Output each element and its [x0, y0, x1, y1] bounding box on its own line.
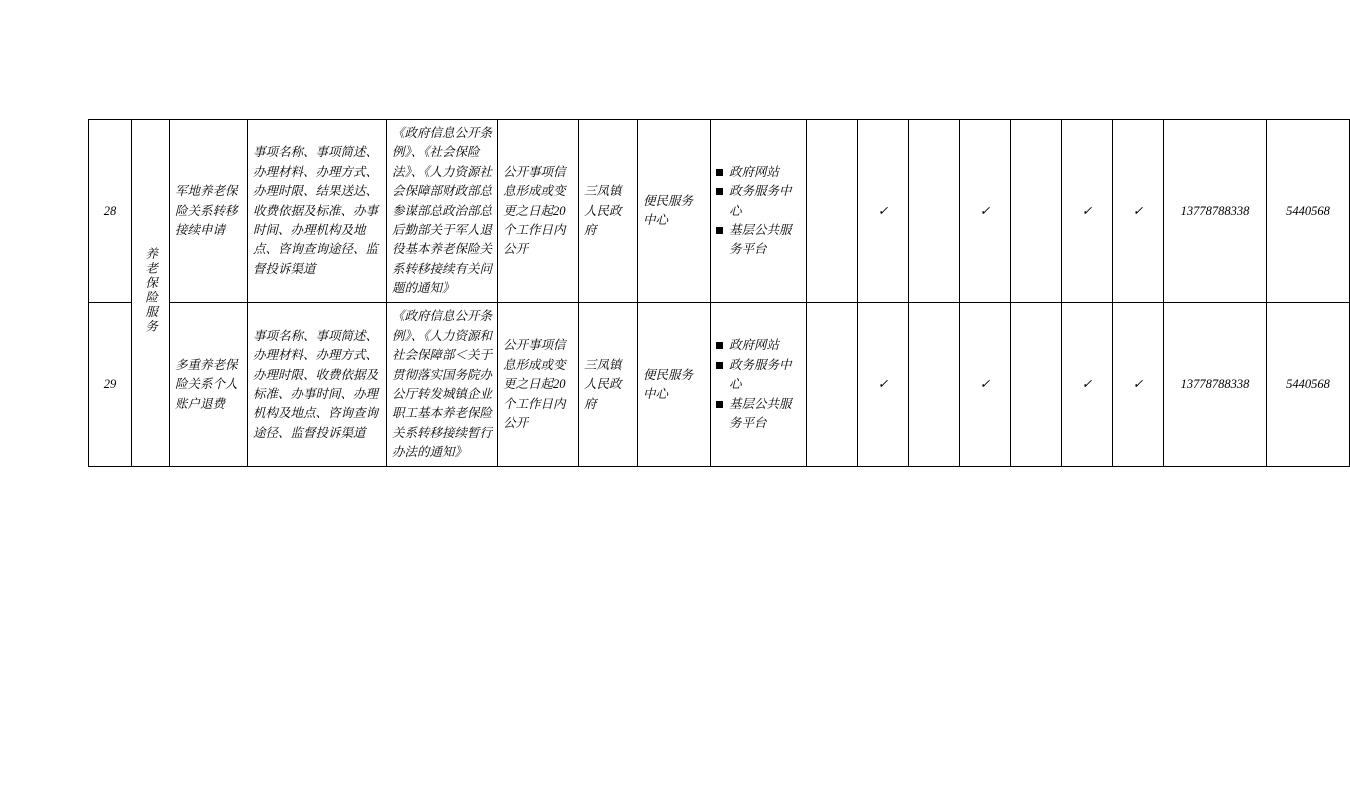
- subject-29: 三凤镇人民政府: [579, 303, 638, 467]
- check-3-29: [909, 303, 960, 467]
- channel-item: 政务服务中心: [716, 182, 801, 221]
- content-29: 事项名称、事项简述、办理材料、办理方式、办理时限、收费依据及标准、办事时间、办理机构及地点、咨询查询途径、监督投诉渠道: [248, 303, 387, 467]
- check-4-29: ✓: [960, 303, 1011, 467]
- channel-item: 基层公共服务平台: [716, 395, 801, 434]
- content-28: 事项名称、事项简述、办理材料、办理方式、办理时限、结果送达、收费依据及标准、办事时间、办理机构及地点、咨询查询途径、监督投诉渠道: [248, 120, 387, 303]
- check-3-28: [909, 120, 960, 303]
- check-4-28: ✓: [960, 120, 1011, 303]
- check-2-29: ✓: [858, 303, 909, 467]
- check-5-28: [1011, 120, 1062, 303]
- fax-28: 5440568: [1267, 120, 1350, 303]
- channels-29: [711, 303, 807, 467]
- channel-item: 政府网站: [716, 163, 801, 182]
- table-container: [88, 119, 1330, 467]
- check-5-29: [1011, 303, 1062, 467]
- item-name-28: 军地养老保险关系转移接续申请: [170, 120, 248, 303]
- channel-list: [716, 336, 801, 433]
- table-row: [89, 120, 1350, 303]
- row-number-29: 29: [89, 303, 132, 467]
- check-1-28: [807, 120, 858, 303]
- time-limit-29: 公开事项信息形成或变更之日起20个工作日内公开: [498, 303, 579, 467]
- channels-28: [711, 120, 807, 303]
- check-6-28: ✓: [1062, 120, 1113, 303]
- channel-item: 政府网站: [716, 336, 801, 355]
- channel-list: [716, 163, 801, 260]
- phone-29: 13778788338: [1164, 303, 1267, 467]
- item-name-29: 多重养老保险关系个人账户退费: [170, 303, 248, 467]
- channel-item: 基层公共服务平台: [716, 221, 801, 260]
- basis-28: 《政府信息公开条例》、《社会保险法》、《人力资源社会保障部财政部总参谋部总政治部总后勤部关于军人退役基本养老保险关系转移接续有关问题的通知》: [387, 120, 498, 303]
- channel-item: 政务服务中心: [716, 356, 801, 395]
- check-2-28: ✓: [858, 120, 909, 303]
- time-limit-28: 公开事项信息形成或变更之日起20个工作日内公开: [498, 120, 579, 303]
- row-number-28: 28: [89, 120, 132, 303]
- check-1-29: [807, 303, 858, 467]
- group-label-text: 养老保险服务: [143, 246, 158, 334]
- subject-28: 三凤镇人民政府: [579, 120, 638, 303]
- public-affairs-table: [88, 119, 1350, 467]
- basis-29: 《政府信息公开条例》、《人力资源和社会保障部＜关于贯彻落实国务院办公厅转发城镇企业职工基本养老保险关系转移接续暂行办法的通知》: [387, 303, 498, 467]
- phone-28: 13778788338: [1164, 120, 1267, 303]
- office-29: 便民服务中心: [638, 303, 711, 467]
- check-6-29: ✓: [1062, 303, 1113, 467]
- group-label-cell: [132, 120, 170, 467]
- office-28: 便民服务中心: [638, 120, 711, 303]
- fax-29: 5440568: [1267, 303, 1350, 467]
- table-row: [89, 303, 1350, 467]
- check-7-28: ✓: [1113, 120, 1164, 303]
- check-7-29: ✓: [1113, 303, 1164, 467]
